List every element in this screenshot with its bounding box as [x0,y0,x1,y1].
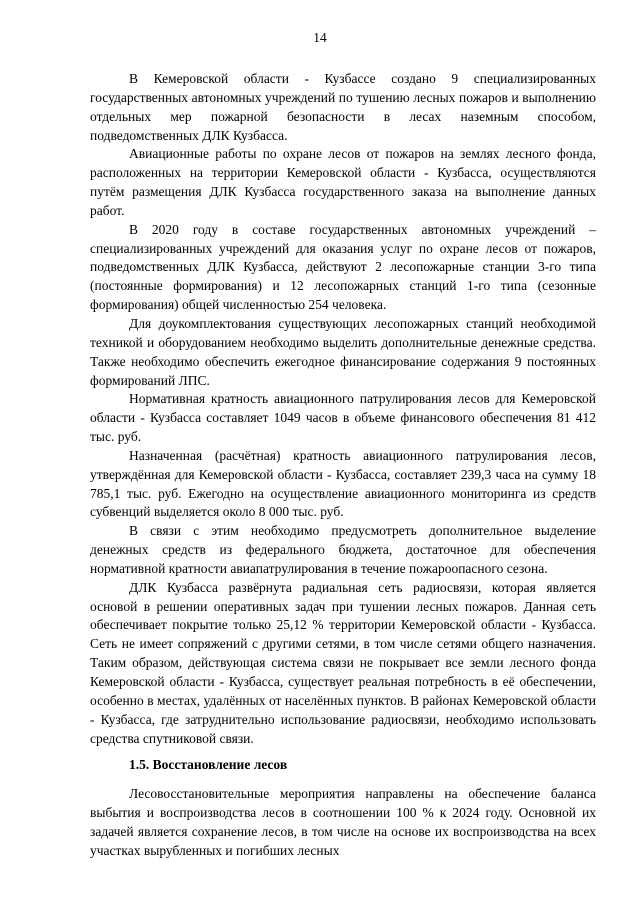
paragraph-reforestation: Лесовосстановительные мероприятия направлены на обеспечение баланса выбытия и воспроизводства лесов в соотношении 100 % к 2024 году. Основной их задачей является сохранение лесов, в том числе на основе их воспроизводства на всех участках вырубленных и погибших лесных [90,786,596,858]
paragraph-assigned-patrol: Назначенная (расчётная) кратность авиационного патрулирования лесов, утверждённая для Кемеровской области - Кузбасса, составляет 239,3 часа на сумму 18 785,1 тыс. руб. Ежегодно на осуществление авиационного мониторинга из средств субвенций выделяется около 8 000 тыс. руб. [90,447,596,520]
document-body [90,70,596,861]
paragraph-equipment-funding: Для доукомплектования существующих лесопожарных станций необходимой техникой и оборудованием необходимо выделить дополнительные денежные средства. Также необходимо обеспечить ежегодное финансирование содержания 9 постоянных формирований ЛПС. [90,315,596,388]
paragraph-fire-stations-2020: В 2020 году в составе государственных автономных учреждений – специализированных учреждений для оказания услуг по охране лесов от пожаров, подведомственных ДЛК Кузбасса, действуют 2 лесопожарные станции 3-го типа (постоянные формирования) и 12 лесопожарных станций 1-го типа (сезонные формирования) общей численностью 254 человека. [90,221,596,313]
page-number: 14 [313,30,327,45]
section-heading: 1.5. Восстановление лесов [129,757,288,773]
paragraph-federal-funding: В связи с этим необходимо предусмотреть дополнительное выделение денежных средств из федерального бюджета, достаточное для обеспечения нормативной кратности авиапатрулирования в течение пожароопасного сезона. [90,523,596,576]
paragraph-aviation-works: Авиационные работы по охране лесов от пожаров на землях лесного фонда, расположенных на территории Кемеровской области - Кузбасса, осуществляются путём размещения ДЛК Кузбасса государственного заказа на выполнение данных работ. [90,146,596,218]
paragraph-forest-fire-institutions: В Кемеровской области - Кузбассе создано 9 специализированных государственных автономных учреждений по тушению лесных пожаров и выполнению отдельных мер пожарной безопасности в лесах наземным способом, подведомственных ДЛК Кузбасса. [90,71,596,143]
paragraph-radio-network: ДЛК Кузбасса развёрнута радиальная сеть радиосвязи, которая является основой в решении оперативных задач при тушении лесных пожаров. Данная сеть обеспечивает покрытие только 25,12 % территории Кемеровской области - Кузбасса. Сеть не имеет сопряжений с другими сетями, в том числе сетями общего назначения. Таким образом, действующая система связи не покрывает все земли лесного фонда Кемеровской области - Кузбасса, существует реальная потребность в её обеспечении, особенно в местах, удалённых от населённых пунктов. В районах Кемеровской области - Кузбасса, где затруднительно использование радиосвязи, необходимо использовать средства спутниковой связи. [90,579,596,746]
paragraph-normative-patrol: Нормативная кратность авиационного патрулирования лесов для Кемеровской области - Кузбасса составляет 1049 часов в объеме финансового обеспечения 81 412 тыс. руб. [90,391,596,445]
